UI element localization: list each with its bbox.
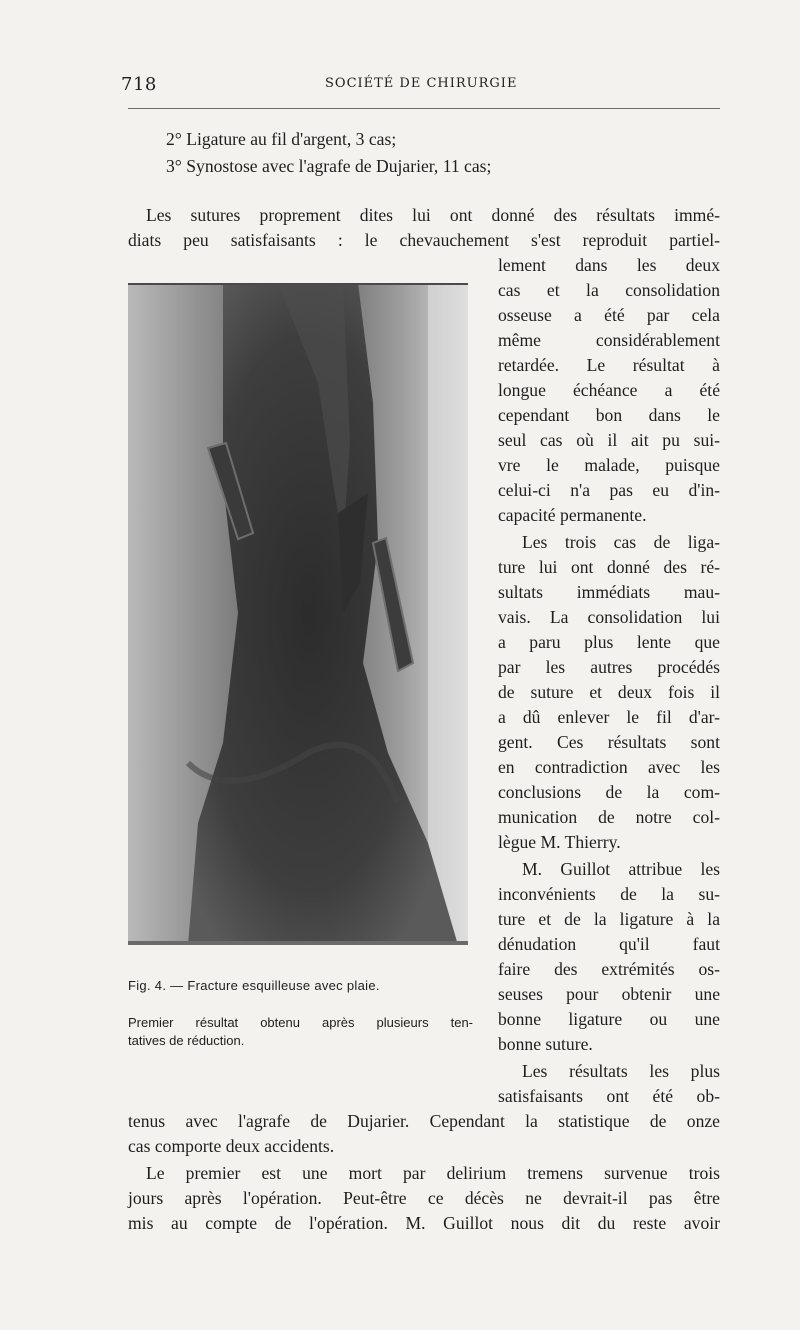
- text-line: a dû enlever le fil d'ar-: [498, 707, 720, 727]
- text-line: vais. La consolidation lui: [498, 607, 720, 627]
- text-line: tenus avec l'agrafe de Dujarier. Cependant la statistique de onze: [128, 1111, 720, 1131]
- figure-caption-title: [128, 978, 380, 993]
- text-line: lègue M. Thierry.: [498, 832, 621, 852]
- text-line: bonne suture.: [498, 1034, 593, 1054]
- text-line: gent. Ces résultats sont: [498, 732, 720, 752]
- text-line: mis au compte de l'opération. M. Guillot nous dit du reste avoir: [128, 1213, 720, 1233]
- text-line: jours après l'opération. Peut-être ce décès ne devrait-il pas être: [128, 1188, 720, 1208]
- text-line: ture lui ont donné des ré-: [498, 557, 720, 577]
- text-line: Le premier est une mort par delirium tremens survenue trois: [146, 1163, 720, 1183]
- text-line: Les résultats les plus: [522, 1061, 720, 1081]
- figure-label: Fig. 4.: [128, 978, 167, 993]
- text-line: en contradiction avec les: [498, 757, 720, 777]
- text-line: ture et de la ligature à la: [498, 909, 720, 929]
- header-rule: [128, 108, 720, 109]
- text-line: même considérablement: [498, 330, 720, 350]
- text-line: cas comporte deux accidents.: [128, 1136, 335, 1156]
- text-line: cependant bon dans le: [498, 405, 720, 425]
- text-line: capacité permanente.: [498, 505, 647, 525]
- text-line: bonne ligature ou une: [498, 1009, 720, 1029]
- text-line: sultats immédiats mau-: [498, 582, 720, 602]
- text-line: Les trois cas de liga-: [522, 532, 720, 552]
- text-line: M. Guillot attribue les: [522, 859, 720, 879]
- text-line: munication de notre col-: [498, 807, 720, 827]
- text-line: longue échéance a été: [498, 380, 720, 400]
- text-line: conclusions de la com-: [498, 782, 720, 802]
- figure-title: — Fracture esquilleuse avec plaie.: [166, 978, 380, 993]
- running-head: SOCIÉTÉ DE CHIRURGIE: [325, 76, 518, 91]
- text-line: celui-ci n'a pas eu d'in-: [498, 480, 720, 500]
- text-line: seul cas où il ait pu sui-: [498, 430, 720, 450]
- text-line: faire des extrémités os-: [498, 959, 720, 979]
- text-line: a paru plus lente que: [498, 632, 720, 652]
- text-line: seuses pour obtenir une: [498, 984, 720, 1004]
- list-item: 2° Ligature au fil d'argent, 3 cas;: [166, 129, 397, 149]
- page-number: 718: [121, 74, 157, 95]
- text-line: dénudation qu'il faut: [498, 934, 720, 954]
- text-line: satisfaisants ont été ob-: [498, 1086, 720, 1106]
- text-line: inconvénients de la su-: [498, 884, 720, 904]
- text-line: cas et la consolidation: [498, 280, 720, 300]
- figure-caption-line: Premier résultat obtenu après plusieurs ten-: [128, 1015, 473, 1030]
- text-line: osseuse a été par cela: [498, 305, 720, 325]
- xray-figure: [128, 283, 468, 945]
- text-line: Les sutures proprement dites lui ont donné des résultats immé-: [146, 205, 720, 225]
- text-line: lement dans les deux: [498, 255, 720, 275]
- text-line: diats peu satisfaisants : le chevauchement s'est reproduit partiel-: [128, 230, 720, 250]
- list-item: 3° Synostose avec l'agrafe de Dujarier, 11 cas;: [166, 156, 492, 176]
- text-line: par les autres procédés: [498, 657, 720, 677]
- text-line: vre le malade, puisque: [498, 455, 720, 475]
- text-line: de suture et deux fois il: [498, 682, 720, 702]
- figure-caption-line: tatives de réduction.: [128, 1033, 245, 1048]
- text-line: retardée. Le résultat à: [498, 355, 720, 375]
